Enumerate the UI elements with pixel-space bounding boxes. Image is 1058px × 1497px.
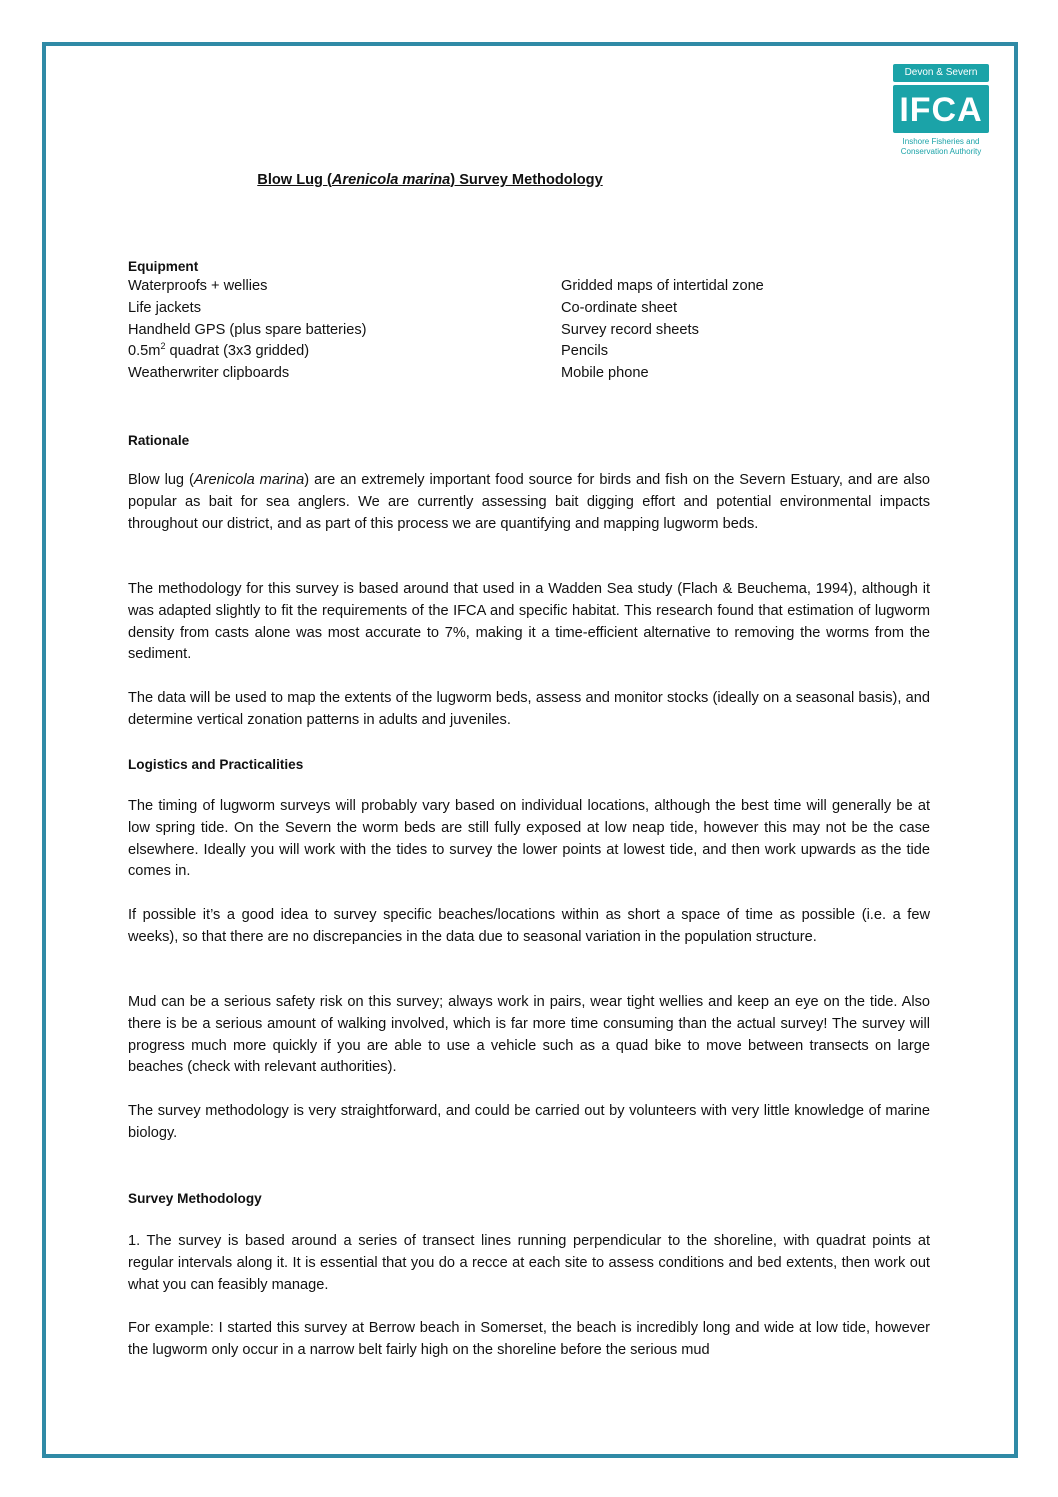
rationale-paragraph-2: The methodology for this survey is based around that used in a Wadden Sea study (Flach & Beuchema, 1994), although it was adapted slightly to fit the requirements of the IFCA and specific habitat. This research found that estimation of lugworm density from casts alone was most accurate to 7%, making it a time-efficient alternative to removing the worms from the sediment. (128, 581, 930, 663)
logo-subtitle-line-2: Conservation Authority (900, 147, 982, 156)
equipment-heading: Equipment (128, 259, 199, 274)
equipment-list-left (128, 276, 367, 385)
logo-subtitle (893, 137, 989, 157)
survey-heading: Survey Methodology (128, 1191, 262, 1206)
rationale-heading: Rationale (128, 433, 190, 448)
rationale-p1-post: ) are an extremely important food source for birds and fish on the Severn Estuary, and are also popular as bait for sea anglers. We are currently assessing bait digging effort and potential environmental impacts throughout our district, and as part of this process we are quantifying and mapping lugworm beds. (128, 472, 930, 532)
equipment-item: Co-ordinate sheet (561, 299, 678, 316)
rationale-p1-species: Arenicola marina (193, 472, 305, 488)
survey-paragraph-2: For example: I started this survey at Berrow beach in Somerset, the beach is incredibly long and wide at low tide, however the lugworm only occur in a narrow belt fairly high on the shoreline before the serious mud (128, 1320, 930, 1358)
quadrat-size: 0.5m (128, 343, 161, 360)
title-species: Arenicola marina (331, 172, 451, 188)
logo-top-label: Devon & Severn (893, 64, 989, 82)
equipment-item-quadrat (128, 341, 367, 363)
rationale-paragraph-1 (128, 470, 930, 535)
logistics-paragraph-2: If possible it’s a good idea to survey specific beaches/locations within as short a space of time as possible (i.e. a few weeks), so that there are no discrepancies in the data due to seasonal variation in the population structure. (128, 907, 930, 945)
document-title (0, 172, 860, 188)
logistics-heading: Logistics and Practicalities (128, 757, 304, 772)
logo-subtitle-line-1: Inshore Fisheries and (902, 137, 980, 146)
equipment-item: Weatherwriter clipboards (128, 365, 290, 382)
logistics-paragraph-4: The survey methodology is very straightforward, and could be carried out by volunteers with very little knowledge of marine biology. (128, 1103, 930, 1141)
equipment-item: Handheld GPS (plus spare batteries) (128, 321, 367, 338)
ifca-logo (893, 64, 989, 170)
equipment-item: Pencils (561, 343, 609, 360)
equipment-item: Survey record sheets (561, 321, 699, 338)
quadrat-superscript: 2 (160, 341, 166, 352)
logistics-paragraph-3: Mud can be a serious safety risk on this survey; always work in pairs, wear tight wellies and keep an eye on the tide. Also there is be a serious amount of walking involved, which is far more time consuming than the actual survey! The survey will progress much more quickly if you are able to use a vehicle such as a quad bike to move between transects on large beaches (check with relevant authorities). (128, 994, 930, 1076)
rationale-p1-pre: Blow lug ( (128, 472, 194, 488)
survey-paragraph-1: 1. The survey is based around a series of transect lines running perpendicular to the shoreline, with quadrat points at regular intervals along it. It is essential that you do a recce at each site to assess conditions and bed extents, then work out what you can feasibly manage. (128, 1233, 930, 1293)
rationale-paragraph-3: The data will be used to map the extents of the lugworm beds, assess and monitor stocks (ideally on a seasonal basis), and determine vertical zonation patterns in adults and juveniles. (128, 690, 930, 728)
equipment-item: Gridded maps of intertidal zone (561, 278, 764, 294)
title-pre: Blow Lug ( (257, 172, 332, 188)
equipment-item: Waterproofs + wellies (128, 278, 268, 294)
quadrat-description: quadrat (3x3 gridded) (165, 343, 310, 360)
logistics-paragraph-1: The timing of lugworm surveys will probably vary based on individual locations, although the best time will generally be at low spring tide. On the Severn the worm beds are still fully exposed at low neap tide, however this may not be the case elsewhere. Ideally you will work with the tides to survey the lower points at lowest tide, and then work upwards as the tide comes in. (128, 798, 930, 880)
title-post: ) Survey Methodology (450, 172, 603, 188)
equipment-list-right (561, 276, 764, 385)
equipment-item: Life jackets (128, 299, 202, 316)
equipment-item: Mobile phone (561, 365, 649, 382)
logo-main-label: IFCA (893, 85, 989, 133)
